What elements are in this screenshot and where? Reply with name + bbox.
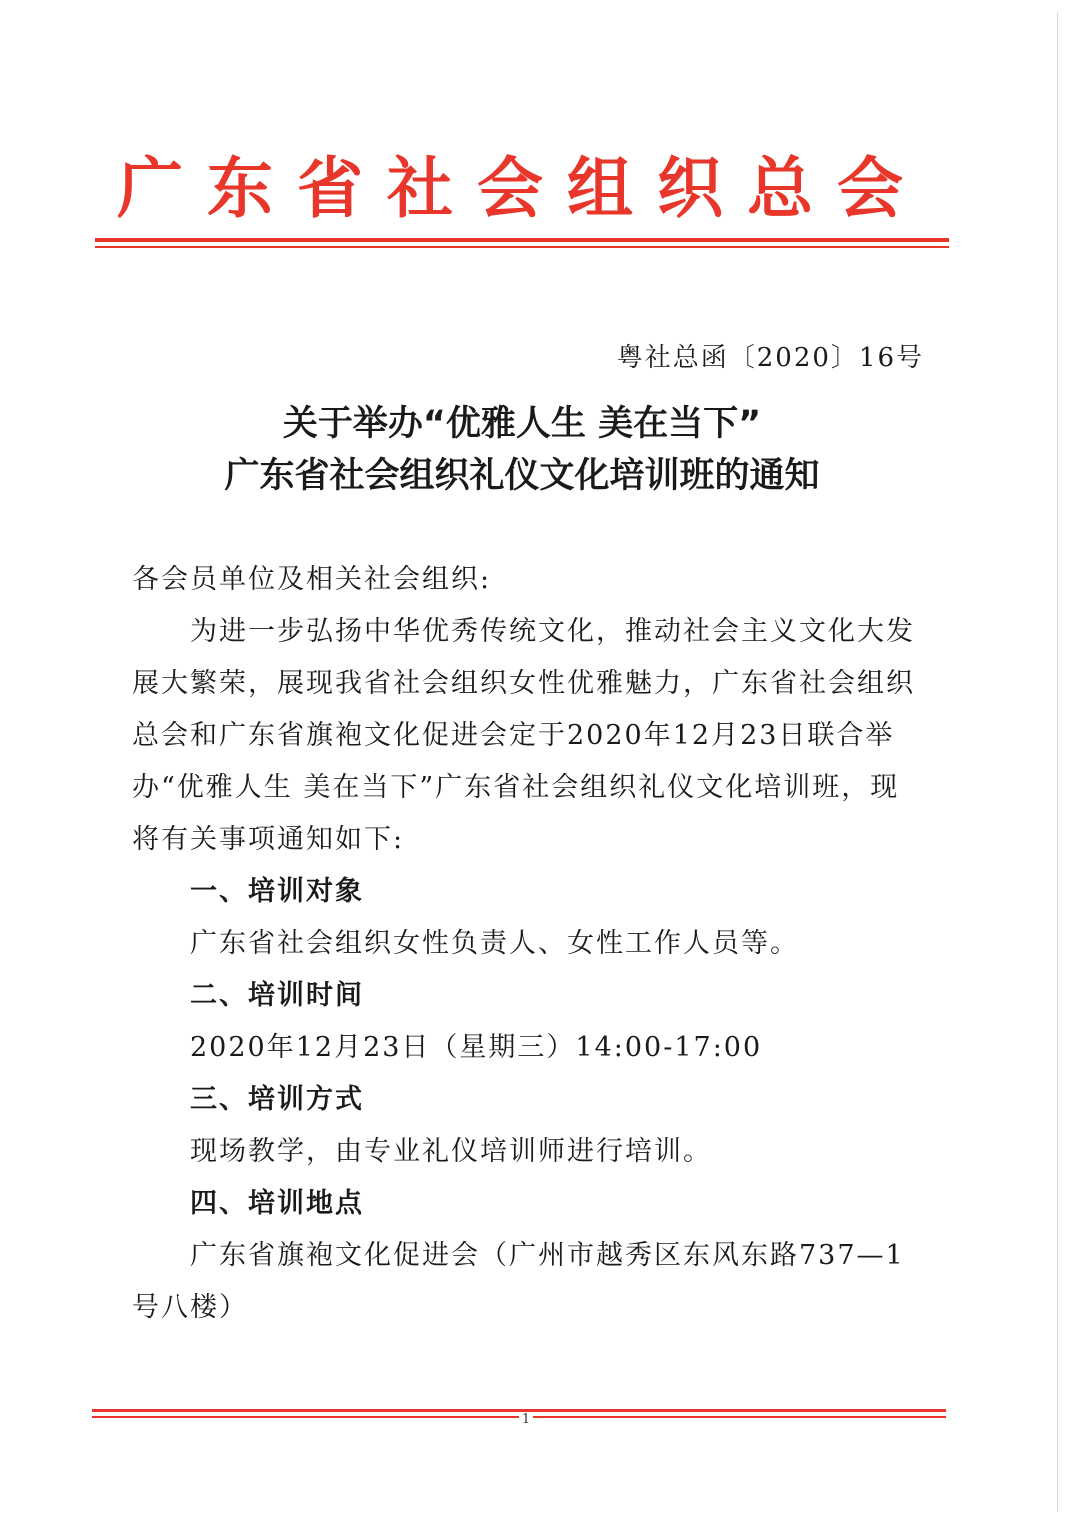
- document-body: [132, 554, 922, 1334]
- page-edge-shadow: [1057, 12, 1058, 1512]
- intro-paragraph: 为进一步弘扬中华优秀传统文化，推动社会主义文化大发展大繁荣，展现我省社会组织女性优雅魅力，广东省社会组织总会和广东省旗袍文化促进会定于2020年12月23日联合举办“优雅人生 美在当下”广东省社会组织礼仪文化培训班，现将有关事项通知如下:: [132, 616, 915, 855]
- document-title-line-2: 广东省社会组织礼仪文化培训班的通知: [224, 456, 820, 496]
- document-title: [95, 398, 949, 502]
- letterhead-red-rule: [95, 238, 949, 252]
- salutation: 各会员单位及相关社会组织:: [132, 564, 492, 595]
- section-content-training-time: 2020年12月23日（星期三）14:00-17:00: [190, 1032, 763, 1063]
- letterhead-org-name: 广东省社会组织总会: [117, 149, 927, 227]
- section-heading-training-time: 二、培训时间: [190, 980, 364, 1011]
- section-heading-training-method: 三、培训方式: [190, 1084, 364, 1115]
- red-rule-thick: [95, 238, 949, 242]
- section-heading-training-target: 一、培训对象: [190, 876, 364, 907]
- document-title-line-1: 关于举办“优雅人生 美在当下”: [282, 404, 762, 444]
- document-number: 粤社总函〔2020〕16号: [616, 343, 924, 373]
- page-number: 1: [519, 1412, 533, 1428]
- section-heading-training-location: 四、培训地点: [190, 1188, 364, 1219]
- section-content-training-location: 广东省旗袍文化促进会（广州市越秀区东风东路737—1号八楼）: [132, 1240, 905, 1323]
- section-content-training-target: 广东省社会组织女性负责人、女性工作人员等。: [190, 928, 799, 959]
- section-content-training-method: 现场教学，由专业礼仪培训师进行培训。: [190, 1136, 712, 1167]
- red-rule-thin: [95, 246, 949, 248]
